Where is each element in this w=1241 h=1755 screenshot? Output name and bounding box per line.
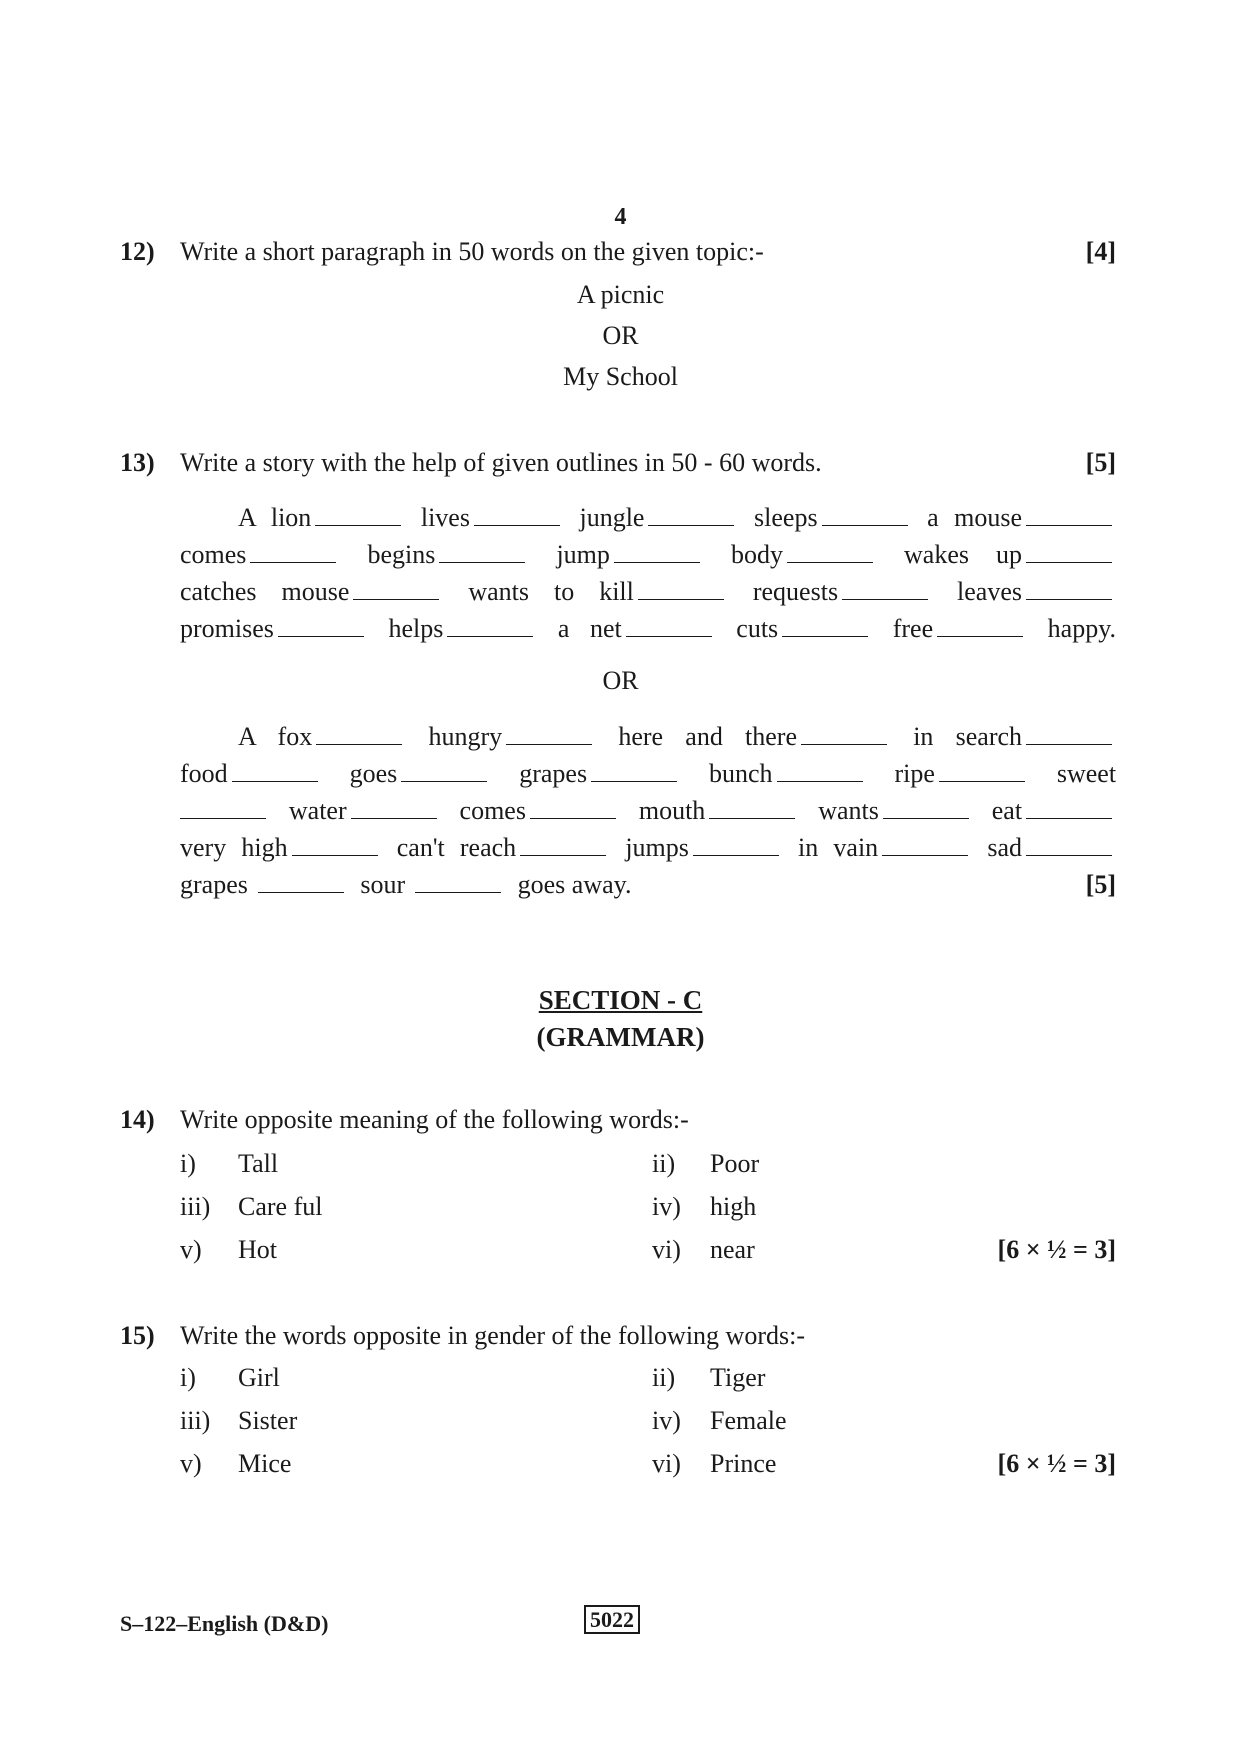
story1-line-4: promises helps a net cuts free happy.: [180, 614, 1117, 643]
q12-text: Write a short paragraph in 50 words on the given topic:-: [180, 237, 764, 266]
q12-topic-1: A picnic: [576, 280, 665, 309]
q12-or: OR: [602, 321, 639, 350]
q13-or: OR: [602, 666, 639, 695]
footer-box-number: 5022: [584, 1605, 640, 1634]
q15-marks: [6 × ½ = 3]: [997, 1449, 1116, 1478]
story2-line-2: food goes grapes bunch ripe sweet: [180, 759, 1117, 788]
story2-line-5: grapes sour goes away.: [180, 870, 632, 899]
section-title: SECTION - C: [538, 985, 703, 1015]
q14-text: Write opposite meaning of the following words:-: [180, 1105, 689, 1134]
q13-marks: [5]: [1085, 448, 1116, 477]
q13-marks-2: [5]: [1085, 870, 1116, 899]
story1-line-2: comes begins jump body wakes up: [180, 540, 1116, 570]
q12-number: 12): [120, 237, 155, 266]
q15-number: 15): [120, 1321, 155, 1350]
page-number: 4: [614, 204, 627, 230]
q12-topic-2: My School: [563, 362, 678, 391]
story2-line-4: very high can't reach jumps in vain sad: [180, 833, 1116, 863]
q14-marks: [6 × ½ = 3]: [997, 1235, 1116, 1264]
q13-text: Write a story with the help of given outlines in 50 - 60 words.: [180, 448, 822, 477]
q12-marks: [4]: [1085, 237, 1116, 266]
footer-box: [584, 1607, 640, 1633]
story1-line-3: catches mouse wants to kill requests leaves: [180, 577, 1116, 607]
story2-line-1: A fox hungry here and there in search: [238, 722, 1116, 752]
story1-line-1: A lion lives jungle sleeps a mouse: [238, 503, 1116, 533]
q13-number: 13): [120, 448, 155, 477]
story2-line-3: water comes mouth wants eat: [180, 796, 1116, 826]
section-subtitle: (GRAMMAR): [536, 1022, 705, 1052]
q15-text: Write the words opposite in gender of the following words:-: [180, 1321, 805, 1350]
footer-code: S–122–English (D&D): [120, 1611, 329, 1636]
q14-number: 14): [120, 1105, 155, 1134]
